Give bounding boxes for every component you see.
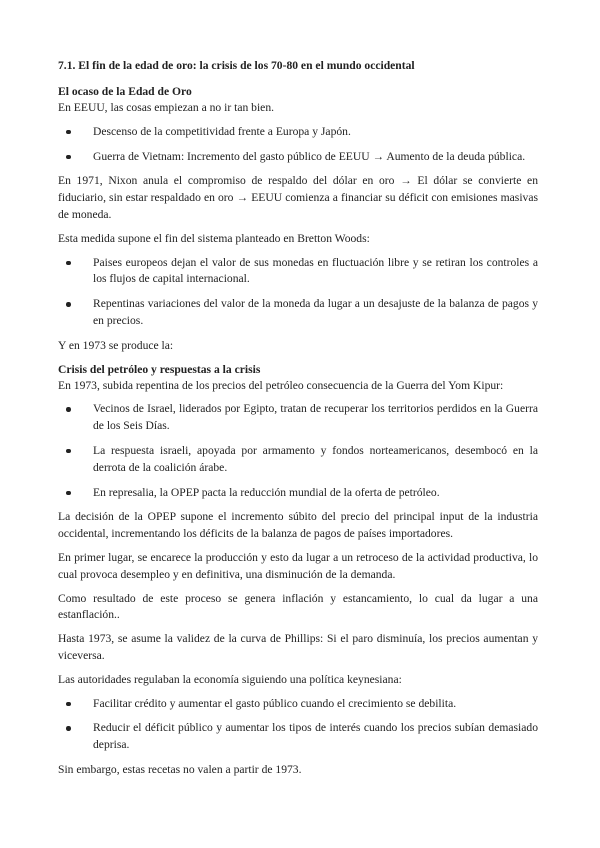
paragraph-nixon: En 1971, Nixon anula el compromiso de respaldo del dólar en oro → El dólar se convierte en fiduciario, sin estar respaldado en oro → EEUU comienza a financiar su déficit con emisiones masivas de moneda.	[58, 174, 538, 221]
list-item: Guerra de Vietnam: Incremento del gasto público de EEUU → Aumento de la deuda pública.	[58, 149, 538, 166]
list-item: La respuesta israeli, apoyada por armamento y fondos norteamericanos, desembocó en la derrota de la coalición árabe.	[58, 443, 538, 477]
paragraph-intro-eeuu: En EEUU, las cosas empiezan a no ir tan bien.	[58, 101, 275, 114]
list-item: Repentinas variaciones del valor de la moneda da lugar a un desajuste de la balanza de pagos y en precios.	[58, 296, 538, 330]
paragraph-1973: Y en 1973 se produce la:	[58, 338, 174, 352]
list-item: En represalia, la OPEP pacta la reducción mundial de la oferta de petróleo.	[58, 485, 538, 502]
paragraph-phillips: Hasta 1973, se asume la validez de la curva de Phillips: Si el paro disminuía, los precios aumentan y viceversa.	[58, 632, 538, 662]
section-heading: 7.1. El fin de la edad de oro: la crisis de los 70-80 en el mundo occidental	[58, 59, 415, 72]
document-content	[58, 58, 538, 786]
paragraph-final: Sin embargo, estas recetas no valen a partir de 1973.	[58, 762, 302, 776]
bullet-list-yom-kipur	[58, 401, 538, 501]
paragraph-primer-lugar: En primer lugar, se encarece la producción y esto da lugar a un retroceso de la actividad productiva, lo cual provoca desempleo y en definitiva, una disminución de la demanda.	[58, 550, 538, 581]
paragraph-autoridades: Las autoridades regulaban la economía siguiendo una política keynesiana:	[58, 672, 402, 686]
list-item: Facilitar crédito y aumentar el gasto público cuando el crecimiento se debilita.	[58, 696, 538, 713]
bullet-list-causes	[58, 124, 538, 166]
list-item: Vecinos de Israel, liderados por Egipto, tratan de recuperar los territorios perdidos en la Guerra de los Seis Días.	[58, 401, 538, 435]
subsection-title-ocaso: El ocaso de la Edad de Oro	[58, 85, 192, 98]
paragraph-intro-petroleo: En 1973, subida repentina de los precios del petróleo consecuencia de la Guerra del Yom Kipur:	[58, 378, 504, 392]
paragraph-resultado: Como resultado de este proceso se genera inflación y estancamiento, lo cual da lugar a una estanflación..	[58, 591, 538, 622]
subsection-title-crisis: Crisis del petróleo y respuestas a la crisis	[58, 362, 261, 376]
paragraph-bretton-woods: Esta medida supone el fin del sistema planteado en Bretton Woods:	[58, 231, 370, 245]
list-item: Descenso de la competitividad frente a Europa y Japón.	[58, 124, 538, 141]
list-item: Reducir el déficit público y aumentar los tipos de interés cuando los precios subían demasiado deprisa.	[58, 720, 538, 754]
paragraph-opep: La decisión de la OPEP supone el incremento súbito del precio del principal input de la industria occidental, incrementando los déficits de la balanza de pagos de países importadores.	[58, 510, 538, 541]
bullet-list-bretton	[58, 255, 538, 330]
list-item: Paises europeos dejan el valor de sus monedas en fluctuación libre y se retiran los controles a los flujos de capital internacional.	[58, 255, 538, 289]
bullet-list-keynesiana	[58, 696, 538, 754]
